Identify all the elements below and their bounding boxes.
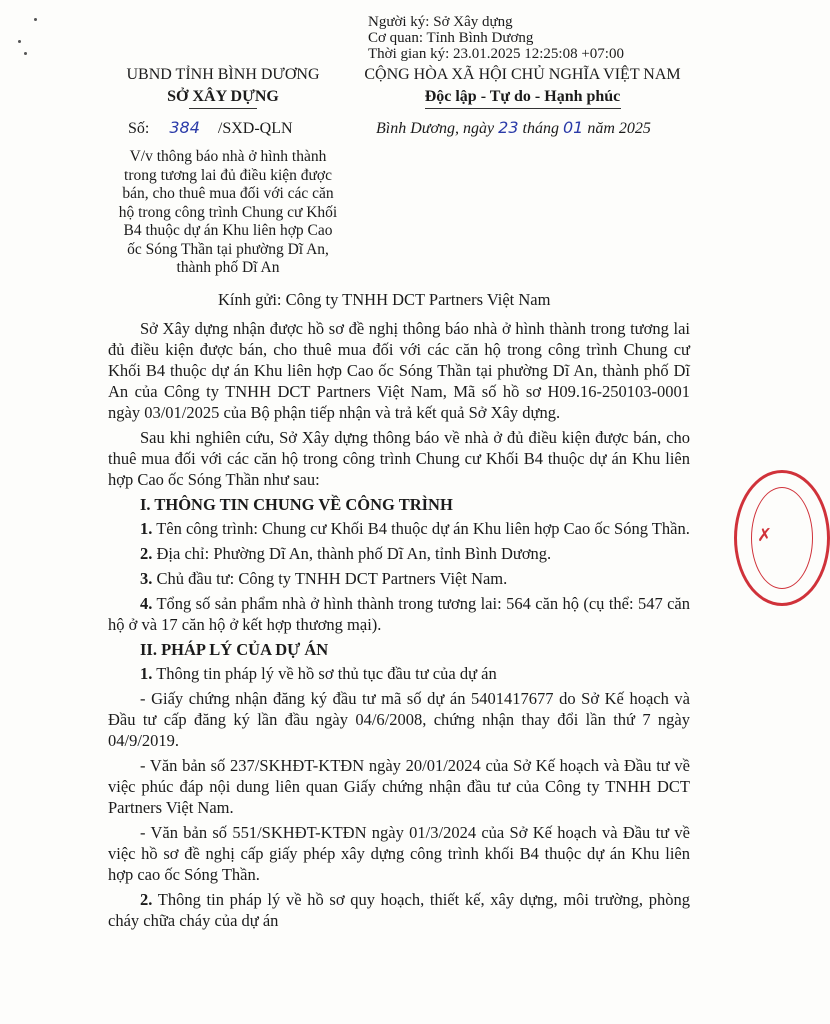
- scan-speck: [18, 40, 21, 43]
- national-header: [355, 64, 690, 109]
- subject-line: bán, cho thuê mua đối với các căn: [122, 185, 334, 202]
- item-number: 4.: [140, 594, 153, 613]
- subject-line: ốc Sóng Thần tại phường Dĩ An,: [127, 240, 329, 258]
- subject-line: trong tương lai đủ điều kiện được: [124, 166, 332, 184]
- signature-signer: Người ký: Sở Xây dựng: [368, 14, 513, 30]
- signature-time: Thời gian ký: 23.01.2025 12:25:08 +07:00: [368, 46, 624, 62]
- subject-line: thành phố Dĩ An: [176, 259, 280, 276]
- handwritten-day: 23: [498, 118, 519, 137]
- item-text: Thông tin pháp lý về hồ sơ thủ tục đầu tư của dự án: [152, 664, 497, 683]
- provincial-committee: UBND TỈNH BÌNH DƯƠNG: [126, 66, 320, 83]
- nation-title: CỘNG HÒA XÃ HỘI CHỦ NGHĨA VIỆT NAM: [364, 66, 681, 83]
- document-number: [128, 118, 293, 138]
- document-number-prefix: Số:: [128, 120, 150, 137]
- legal-bullet: - Giấy chứng nhận đăng ký đầu tư mã số dự án 5401417677 do Sở Kế hoạch và Đầu tư cấp đăng ký lần đầu ngày 04/6/2008, chứng nhận thay đổi lần thứ 7 ngày 04/9/2019.: [108, 689, 690, 750]
- official-seal-stamp: [734, 470, 830, 606]
- subject-line: B4 thuộc dự án Khu liên hợp Cao: [123, 222, 333, 239]
- section-general-info-heading: I. THÔNG TIN CHUNG VỀ CÔNG TRÌNH: [140, 495, 453, 514]
- intro-paragraph: Sở Xây dựng nhận được hồ sơ đề nghị thông báo nhà ở hình thành trong tương lai đủ điều kiện được bán, cho thuê mua đối với các căn hộ trong công trình Chung cư Khối B4 thuộc dự án Khu liên hợp Cao ốc Sóng Thần tại phường Dĩ An, thành phố Dĩ An của Công ty TNHH DCT Partners Việt Nam, Mã số hồ sơ H09.16-250103-0001 ngày 03/01/2025 của Bộ phận tiếp nhận và trả kết quả Sở Xây dựng.: [108, 319, 690, 422]
- item-number: 2.: [140, 890, 153, 909]
- signature-agency: Cơ quan: Tỉnh Bình Dương: [368, 30, 534, 46]
- item-number: 1.: [140, 519, 153, 538]
- item-text: Tên công trình: Chung cư Khối B4 thuộc dự án Khu liên hợp Cao ốc Sóng Thần.: [152, 519, 690, 538]
- national-motto: Độc lập - Tự do - Hạnh phúc: [424, 88, 621, 105]
- scan-speck: [24, 52, 27, 55]
- date-month-label: tháng: [522, 120, 559, 137]
- subject-line: V/v thông báo nhà ở hình thành: [129, 148, 327, 165]
- header-underline: [189, 108, 257, 109]
- legal-bullet: - Văn bản số 237/SKHĐT-KTĐN ngày 20/01/2024 của Sở Kế hoạch và Đầu tư về việc phúc đáp nội dung liên quan Giấy chứng nhận đầu tư của Công ty TNHH DCT Partners Việt Nam.: [108, 756, 690, 817]
- handwritten-number: 384: [169, 118, 200, 137]
- findings-paragraph: Sau khi nghiên cứu, Sở Xây dựng thông báo về nhà ở đủ điều kiện được bán, cho thuê mua đối với các căn hộ trong công trình Chung cư Khối B4 thuộc dự án Khu liên hợp Cao ốc Sóng Thần như sau:: [108, 428, 690, 489]
- item-number: 1.: [140, 664, 153, 683]
- item-text: Chủ đầu tư: Công ty TNHH DCT Partners Việt Nam.: [152, 569, 508, 588]
- section-legal-heading: II. PHÁP LÝ CỦA DỰ ÁN: [140, 640, 329, 659]
- date-prefix: Bình Dương, ngày: [376, 120, 495, 137]
- motto-underline: [425, 108, 621, 109]
- item-total-units: [108, 593, 690, 635]
- subject-line: hộ trong công trình Chung cư Khối: [118, 203, 338, 221]
- legal-bullet: - Văn bản số 551/SKHĐT-KTĐN ngày 01/3/2024 của Sở Kế hoạch và Đầu tư về việc hồ sơ đề nghị cấp giấy phép xây dựng công trình khối B4 thuộc dự án Khu liên hợp cao ốc Sóng Thần.: [108, 823, 690, 884]
- item-address: [108, 543, 690, 564]
- item-text: Tổng số sản phẩm nhà ở hình thành trong tương lai: 564 căn hộ (cụ thể: 547 căn hộ ở và 17 căn hộ ở kết hợp thương mại).: [108, 594, 690, 634]
- document-date: [376, 118, 651, 138]
- document-number-suffix: /SXD-QLN: [217, 120, 293, 137]
- date-year: năm 2025: [587, 120, 651, 137]
- issuing-authority-header: [90, 64, 356, 109]
- legal-item-investment: [108, 663, 690, 684]
- department-name: SỞ XÂY DỰNG: [167, 88, 279, 105]
- handwritten-month: 01: [562, 118, 584, 137]
- item-investor: [108, 568, 690, 589]
- item-number: 3.: [140, 569, 153, 588]
- item-number: 2.: [140, 544, 153, 563]
- item-project-name: [108, 518, 690, 539]
- item-text: Địa chỉ: Phường Dĩ An, thành phố Dĩ An, tỉnh Bình Dương.: [152, 544, 552, 563]
- scan-speck: [34, 18, 37, 21]
- document-body: [108, 318, 690, 935]
- seal-mark: ✗: [757, 525, 773, 546]
- recipient-line: Kính gửi: Công ty TNHH DCT Partners Việt Nam: [218, 290, 551, 309]
- item-text: Thông tin pháp lý về hồ sơ quy hoạch, thiết kế, xây dựng, môi trường, phòng cháy chữa cháy của dự án: [108, 890, 690, 930]
- subject-block: [92, 148, 364, 278]
- legal-item-planning: [108, 889, 690, 931]
